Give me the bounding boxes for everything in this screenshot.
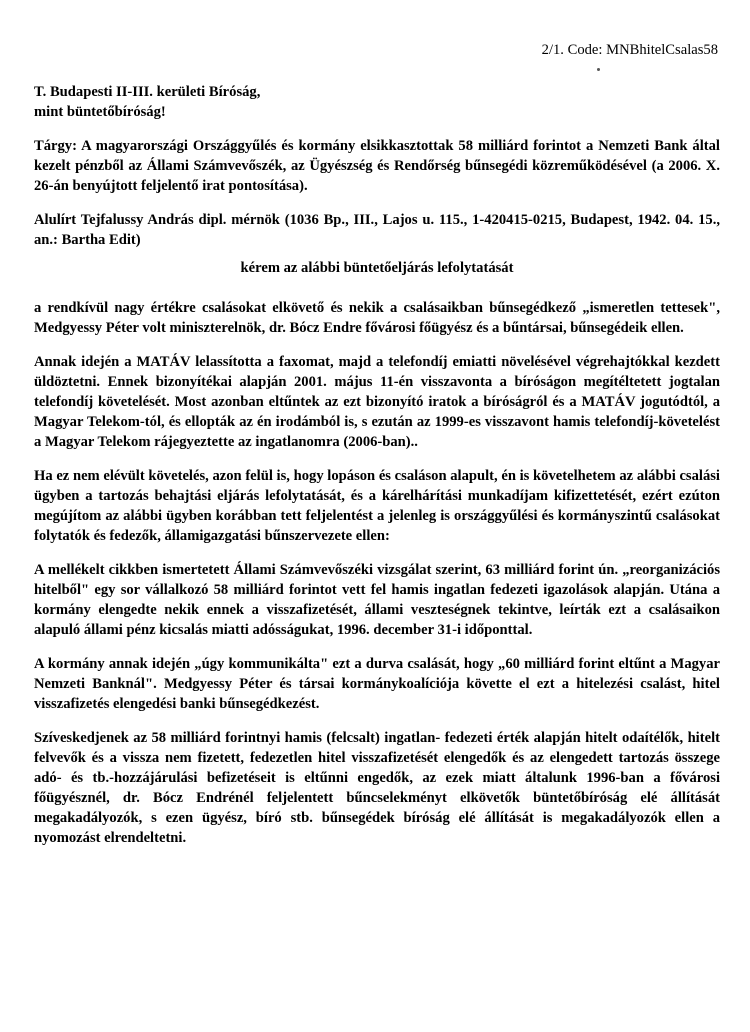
body-paragraph-4: A mellékelt cikkben ismertetett Állami Számvevőszéki vizsgálat szerint, 63 milliárd forint ún. „reorganizációs hitelből" egy sor vállalkozó 58 milliárd forintot vett fel hamis ingatlan fedezeti igazolások alapján. Utána a kormány elengedte nekik ennek a visszafizetését, állami veszteségnek tekintve, leírták ezt a csalásaikon alapuló állami pénz kicsalás miatti adósságukat, 1996. december 31-i időponttal. bbox=[34, 562, 720, 638]
body-paragraph-5: A kormány annak idején „úgy kommunikálta" ezt a durva csalását, hogy „60 milliárd forint eltűnt a Magyar Nemzeti Banknál". Medgyessy Péter és társai kormánykoalíciója követte el ezt a hitelezési csalást, hitel visszafizetés elengedési banki bűnsegédkezést. bbox=[34, 656, 720, 712]
body-paragraph-2: Annak idején a MATÁV lelassította a faxomat, majd a telefondíj emiatti növelésével végrehajtókkal kezdett üldöztetni. Ennek bizonyítékai alapján 2001. május 11-én visszavonta a bíróságon megítéltetett jogtalan telefondíj követelését. Most azonban eltűntek az ezt bizonyító iratok a bíróságról és a MATÁV jogutódtól, a Magyar Telekom-tól, és ellopták az én irodámból is, s ezután az 1999-es visszavont hamis telefondíj-követelést a Magyar Telekom rájegyeztette az ingatlanomra (2006-ban).. bbox=[34, 354, 720, 450]
body-paragraph-6: Szíveskedjenek az 58 milliárd forintnyi hamis (felcsalt) ingatlan- fedezeti érték alapján hitelt odaítélők, hitelt felvevők és a vissza nem fizetett, fedezetlen hitel visszafizetését elengedők és az elengedett tartozás összege adó- és tb.-hozzájárulási befizetéseit is eltűnni engedők, az ezek miatt általunk 1996-ban a fővárosi főügyésznél, dr. Bócz Endrénél feljelentett bűncselekményt elkövetők büntetőbíróság elé állítását megakadályozók, s ezen ügyész, bíró stb. bűnsegédek bíróság elé állítását is megakadályozók ellen a nyomozást elrendeltetni. bbox=[34, 730, 720, 846]
addressee bbox=[34, 82, 720, 122]
signatory-paragraph: Alulírt Tejfalussy András dipl. mérnök (1036 Bp., III., Lajos u. 115., 1-420415-0215, Budapest, 1942. 04. 15., an.: Bartha Edit) bbox=[34, 212, 720, 248]
addressee-court: T. Budapesti II-III. kerületi Bíróság, bbox=[34, 84, 261, 100]
scan-speck bbox=[597, 68, 600, 71]
body-paragraph-1: a rendkívül nagy értékre csalásokat elkövető és nekik a csalásaikban bűnsegédkező „ismeretlen tettesek", Medgyessy Péter volt miniszterelnök, dr. Bócz Endre fővárosi főügyész és a bűntársai, bűnsegédeik ellen. bbox=[34, 300, 720, 336]
request-heading: kérem az alábbi büntetőeljárás lefolytatását bbox=[240, 260, 514, 276]
document-code: 2/1. Code: MNBhitelCsalas58 bbox=[541, 42, 718, 58]
subject-paragraph: Tárgy: A magyarországi Országgyűlés és kormány elsikkasztottak 58 milliárd forintot a Nemzeti Bank által kezelt pénzből az Állami Számvevőszék, az Ügyészség és Rendőrség bűnsegédi közreműködésével (a 2006. X. 26-án benyújtott feljelentő irat pontosítása). bbox=[34, 138, 720, 194]
addressee-role: mint büntetőbíróság! bbox=[34, 104, 166, 120]
body-paragraph-3: Ha ez nem elévült követelés, azon felül is, hogy lopáson és csaláson alapult, én is követelhetem az alábbi csalási ügyben a tartozás behajtási eljárás lefolytatását, és a kárelhárítási munkadíjam kifizettetését, ezért ezúton megújítom az alábbi ügyben korábban tett feljelentést a jelenleg is országgyűlési és kormányszintű csalásokat folytatók és fedezők, államigazgatási bűnszervezete ellen: bbox=[34, 468, 720, 544]
